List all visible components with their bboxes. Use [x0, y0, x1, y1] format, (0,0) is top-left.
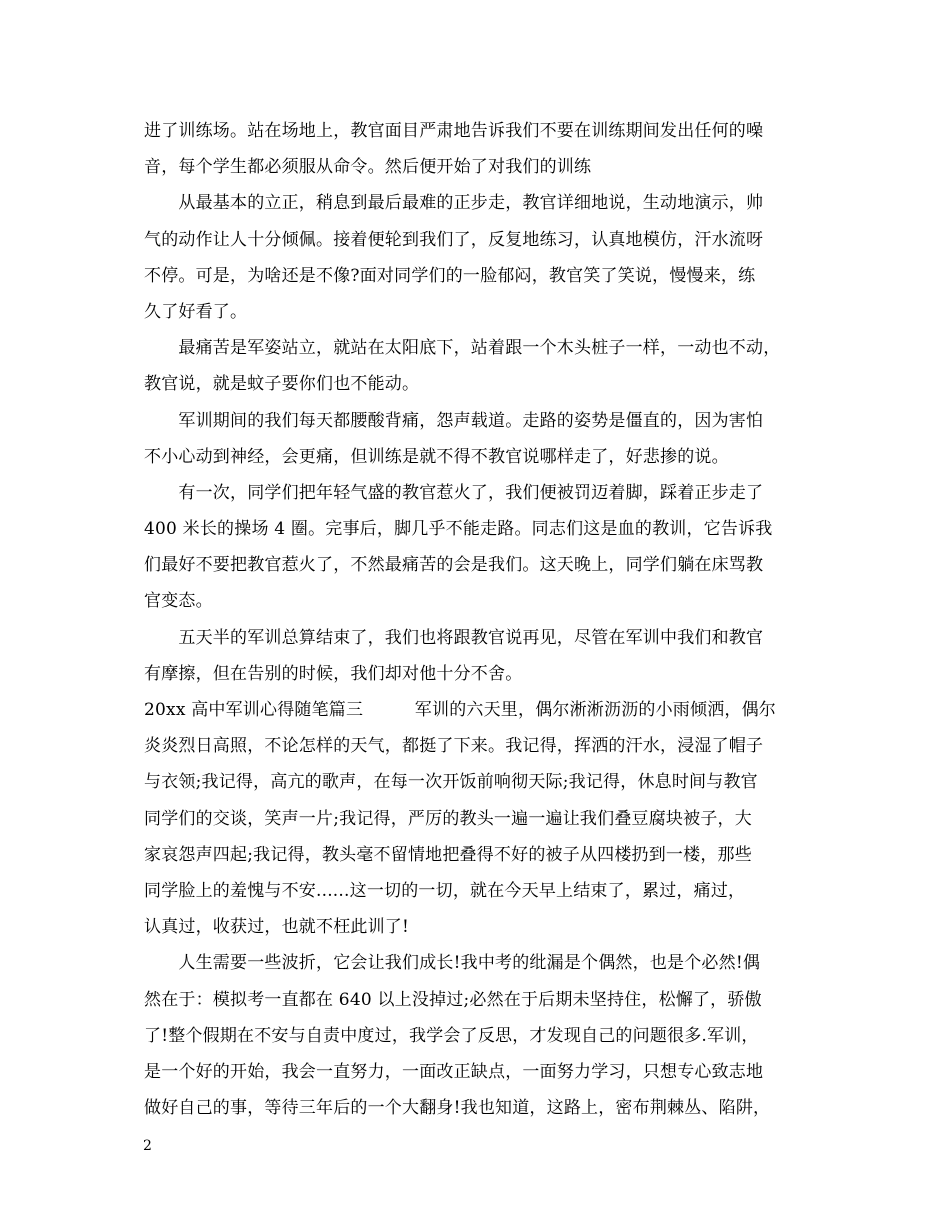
text-line: 军训期间的我们每天都腰酸背痛，怨声载道。走路的姿势是僵直的，因为害怕 — [144, 410, 764, 431]
text-line: 久了好看了。 — [144, 301, 248, 322]
text-line: 不小心动到神经，会更痛，但训练是就不得不教官说哪样走了，好悲掺的说。 — [144, 446, 729, 467]
text-line: 与衣领;我记得，高亢的歌声，在每一次开饭前响彻天际;我记得，休息时间与教官 — [144, 772, 758, 793]
text-line: 官变态。 — [144, 591, 213, 612]
text-line: 是一个好的开始，我会一直努力，一面改正缺点，一面努力学习，只想专心致志地 — [144, 1061, 764, 1082]
text-line: 同学们的交谈，笑声一片;我记得，严厉的教头一遍一遍让我们叠豆腐块被子，大 — [144, 808, 752, 829]
document-body — [144, 113, 834, 1126]
text-line: 了!整个假期在不安与自责中度过，我学会了反思，才发现自己的问题很多.军训， — [144, 1025, 759, 1046]
text-line: 不停。可是，为啥还是不像?面对同学们的一脸郁闷，教官笑了笑说，慢慢来，练 — [144, 265, 756, 286]
text-line: 家哀怨声四起;我记得，教头毫不留情地把叠得不好的被子从四楼扔到一楼，那些 — [144, 844, 752, 865]
text-line: 炎炎烈日高照，不论怎样的天气，都挺了下来。我记得，挥洒的汗水，浸湿了帽子 — [144, 736, 764, 757]
text-line: 五天半的军训总算结束了，我们也将跟教官说再见，尽管在军训中我们和教官 — [144, 627, 764, 648]
text-line: 有摩擦，但在告别的时候，我们却对他十分不舍。 — [144, 663, 523, 684]
text-line: 然在于：模拟考一直都在 640 以上没掉过;必然在于后期未坚持住，松懈了，骄傲 — [144, 989, 762, 1010]
text-line: 进了训练场。站在场地上，教官面目严肃地告诉我们不要在训练期间发出任何的噪 — [144, 121, 764, 141]
text-line: 气的动作让人十分倾佩。接着便轮到我们了，反复地练习，认真地模仿，汗水流呀 — [144, 229, 764, 250]
text-line: 音，每个学生都必须服从命令。然后便开始了对我们的训练 — [144, 157, 592, 178]
text-line: 同学脸上的羞愧与不安......这一切的一切，就在今天早上结束了，累过，痛过， — [144, 880, 746, 901]
text-line: 教官说，就是蚊子要你们也不能动。 — [144, 374, 420, 395]
text-line: 从最基本的立正，稍息到最后最难的正步走，教官详细地说，生动地演示，帅 — [144, 193, 764, 214]
text-line: 人生需要一些波折，它会让我们成长!我中考的纰漏是个偶然，也是个必然!偶 — [144, 953, 761, 974]
text-line: 最痛苦是军姿站立，就站在太阳底下，站着跟一个木头桩子一样，一动也不动， — [144, 338, 781, 359]
page-number: 2 — [143, 1138, 152, 1154]
text-line: 做好自己的事，等待三年后的一个大翻身!我也知道，这路上，密布荆棘丛、陷阱， — [144, 1098, 771, 1119]
text-line: 们最好不要把教官惹火了，不然最痛苦的会是我们。这天晚上，同学们躺在床骂教 — [144, 555, 764, 576]
text-line: 20xx 高中军训心得随笔篇三 军训的六天里，偶尔淅淅沥沥的小雨倾洒，偶尔 — [144, 700, 777, 720]
text-line: 认真过，收获过，也就不枉此训了! — [144, 917, 410, 938]
text-line: 400 米长的操场 4 圈。完事后，脚几乎不能走路。同志们这是血的教训，它告诉我 — [144, 519, 773, 540]
text-line: 有一次，同学们把年轻气盛的教官惹火了，我们便被罚迈着脚，踩着正步走了 — [144, 482, 764, 503]
